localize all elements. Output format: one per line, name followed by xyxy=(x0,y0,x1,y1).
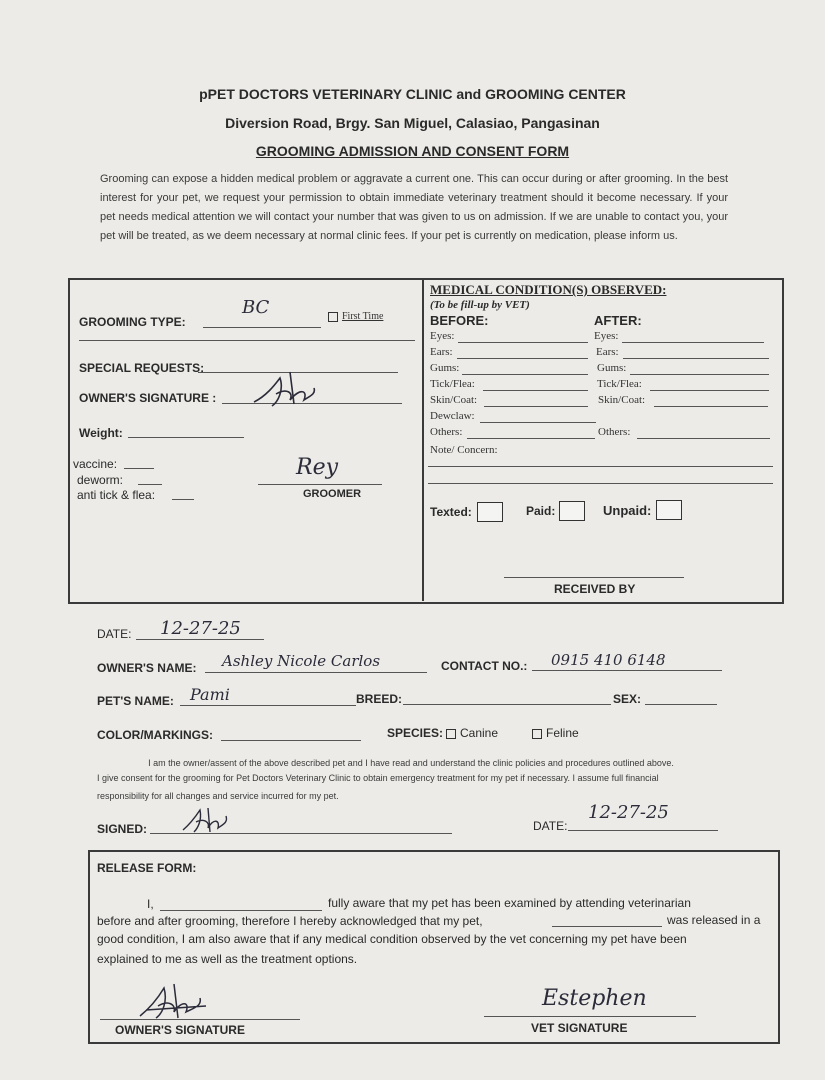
first-time-box[interactable] xyxy=(328,312,338,322)
after-ears-line[interactable] xyxy=(623,358,769,359)
anti-tick-line[interactable] xyxy=(172,499,194,500)
owner-signature-scribble xyxy=(250,366,320,412)
owner-name-line[interactable] xyxy=(205,672,427,673)
after-tick-line[interactable] xyxy=(650,390,769,391)
first-time-checkbox[interactable] xyxy=(328,311,383,322)
breed-line[interactable] xyxy=(403,704,611,705)
after-gums-line[interactable] xyxy=(630,374,769,375)
contact-label: CONTACT NO.: xyxy=(441,659,528,673)
release-title: RELEASE FORM: xyxy=(97,861,197,875)
vet-signature-value: Estephen xyxy=(542,986,647,1011)
release-text-a: I, xyxy=(147,897,154,911)
release-name-line[interactable] xyxy=(160,910,322,911)
after-eyes-label: Eyes: xyxy=(594,330,619,342)
deworm-label: deworm: xyxy=(77,473,124,487)
before-ears-label: Ears: xyxy=(430,346,453,358)
consent-date-value: 12-27-25 xyxy=(588,802,669,823)
received-by-line[interactable] xyxy=(504,577,684,578)
note-line-2[interactable] xyxy=(428,483,773,484)
signed-label: SIGNED: xyxy=(97,822,148,836)
texted-label: Texted: xyxy=(430,505,472,519)
vet-subtitle: (To be fill-up by VET) xyxy=(430,299,530,311)
clinic-address: Diversion Road, Brgy. San Miguel, Calasiao, Pangasinan xyxy=(225,115,600,131)
after-eyes-line[interactable] xyxy=(622,342,764,343)
unpaid-label: Unpaid: xyxy=(603,503,652,518)
owner-name-label: OWNER'S NAME: xyxy=(97,661,197,675)
date-value: 12-27-25 xyxy=(160,618,241,639)
clinic-name: pPET DOCTORS VETERINARY CLINIC and GROOMING CENTER xyxy=(199,86,626,102)
before-tick-line[interactable] xyxy=(483,390,588,391)
grooming-type-line[interactable] xyxy=(203,327,321,328)
consent-date-label: DATE: xyxy=(533,819,568,833)
release-text-f: explained to me as well as the treatment options. xyxy=(97,952,358,966)
unpaid-checkbox[interactable] xyxy=(656,500,682,520)
consent-line-3: responsibility for all changes and service incurred for my pet. xyxy=(97,791,339,801)
pet-name-line[interactable] xyxy=(180,705,356,706)
box-divider xyxy=(422,279,424,601)
vaccine-label: vaccine: xyxy=(73,457,118,471)
weight-label: Weight: xyxy=(79,426,123,440)
consent-line-2: I give consent for the grooming for Pet Doctors Veterinary Clinic to obtain emergency treatment for my pet if necessary. I assume full financial xyxy=(97,773,659,783)
special-requests-label: SPECIAL REQUESTS: xyxy=(79,361,205,375)
grooming-type-label: GROOMING TYPE: xyxy=(79,315,186,329)
pet-name-label: PET'S NAME: xyxy=(97,694,174,708)
after-others-line[interactable] xyxy=(637,438,770,439)
sex-line[interactable] xyxy=(645,704,717,705)
vaccine-line[interactable] xyxy=(124,468,154,469)
release-text-e: good condition, I am also aware that if any medical condition observed by the vet concerning my pet have been xyxy=(97,932,687,946)
deworm-line[interactable] xyxy=(138,484,162,485)
contact-value: 0915 410 6148 xyxy=(551,651,666,669)
groomer-line[interactable] xyxy=(258,484,382,485)
before-ears-line[interactable] xyxy=(457,358,588,359)
first-time-label: First Time xyxy=(342,311,384,322)
after-gums-label: Gums: xyxy=(597,362,627,374)
before-gums-label: Gums: xyxy=(430,362,460,374)
canine-label: Canine xyxy=(460,726,499,740)
before-eyes-line[interactable] xyxy=(458,342,588,343)
release-text-b: fully aware that my pet has been examined by attending veterinarian xyxy=(328,896,691,910)
before-dewclaw-label: Dewclaw: xyxy=(430,410,475,422)
weight-line[interactable] xyxy=(128,437,244,438)
breed-label: BREED: xyxy=(356,692,403,706)
note-concern-label: Note/ Concern: xyxy=(430,444,498,456)
before-tick-label: Tick/Flea: xyxy=(430,378,475,390)
date-line[interactable] xyxy=(136,639,264,640)
before-skin-label: Skin/Coat: xyxy=(430,394,478,406)
form-title: GROOMING ADMISSION AND CONSENT FORM xyxy=(255,143,570,159)
feline-option[interactable] xyxy=(532,726,579,740)
after-skin-label: Skin/Coat: xyxy=(598,394,646,406)
before-eyes-label: Eyes: xyxy=(430,330,455,342)
canine-option[interactable] xyxy=(446,726,498,740)
canine-checkbox[interactable] xyxy=(446,729,456,739)
release-owner-signature-scribble xyxy=(136,980,210,1024)
release-text-d: was released in a xyxy=(667,913,761,927)
before-others-label: Others: xyxy=(430,426,463,438)
consent-date-line[interactable] xyxy=(568,830,718,831)
consent-line-1: I am the owner/assent of the above described pet and I have read and understand the clinic policies and procedures outlined above. xyxy=(148,758,674,768)
after-ears-label: Ears: xyxy=(596,346,619,358)
after-label: AFTER: xyxy=(594,313,642,328)
before-label: BEFORE: xyxy=(430,313,489,328)
species-label: SPECIES: xyxy=(387,726,444,740)
pet-name-value: Pami xyxy=(190,685,230,704)
color-markings-label: COLOR/MARKINGS: xyxy=(97,728,213,742)
after-tick-label: Tick/Flea: xyxy=(597,378,642,390)
intro-paragraph: Grooming can expose a hidden medical problem or aggravate a current one. This can occur during or after grooming. In the best interest for your pet, we request your permission to obtain immediate veterinary treatment should it become necessary. If your pet needs medical attention we will contact your number that was given to us on admission. If we are unable to contact you, your pet will be treated, as we deem necessary at normal clinic fees. If your pet is currently on medication, please inform us. xyxy=(100,173,728,242)
received-by-label: RECEIVED BY xyxy=(554,582,636,596)
feline-label: Feline xyxy=(546,726,579,740)
release-owner-signature-label: OWNER'S SIGNATURE xyxy=(115,1023,245,1037)
consent-signature-scribble xyxy=(180,806,232,836)
groomer-label: GROOMER xyxy=(303,488,362,500)
after-others-label: Others: xyxy=(598,426,631,438)
sex-label: SEX: xyxy=(613,692,642,706)
paid-checkbox[interactable] xyxy=(559,501,585,521)
release-pet-line[interactable] xyxy=(552,926,662,927)
release-vet-signature-line[interactable] xyxy=(484,1016,696,1017)
anti-tick-label: anti tick & flea: xyxy=(77,488,156,502)
feline-checkbox[interactable] xyxy=(532,729,542,739)
owner-signature-label: OWNER'S SIGNATURE : xyxy=(79,391,217,405)
release-text-c: before and after grooming, therefore I hereby acknowledged that my pet, xyxy=(97,914,483,928)
medical-conditions-title: MEDICAL CONDITION(S) OBSERVED: xyxy=(430,282,667,297)
contact-line[interactable] xyxy=(532,670,722,671)
grooming-extra-line xyxy=(79,340,415,341)
before-gums-line[interactable] xyxy=(462,374,588,375)
grooming-type-value: BC xyxy=(242,297,270,318)
before-skin-line[interactable] xyxy=(484,406,588,407)
release-vet-signature-label: VET SIGNATURE xyxy=(531,1021,628,1035)
color-markings-line[interactable] xyxy=(221,740,361,741)
paid-label: Paid: xyxy=(526,504,556,518)
groomer-signature: Rey xyxy=(296,455,339,480)
texted-checkbox[interactable] xyxy=(477,502,503,522)
date-label: DATE: xyxy=(97,627,132,641)
note-line-1[interactable] xyxy=(428,466,773,467)
owner-name-value: Ashley Nicole Carlos xyxy=(222,652,381,670)
before-others-line[interactable] xyxy=(467,438,595,439)
after-skin-line[interactable] xyxy=(654,406,768,407)
before-dewclaw-line[interactable] xyxy=(480,422,596,423)
